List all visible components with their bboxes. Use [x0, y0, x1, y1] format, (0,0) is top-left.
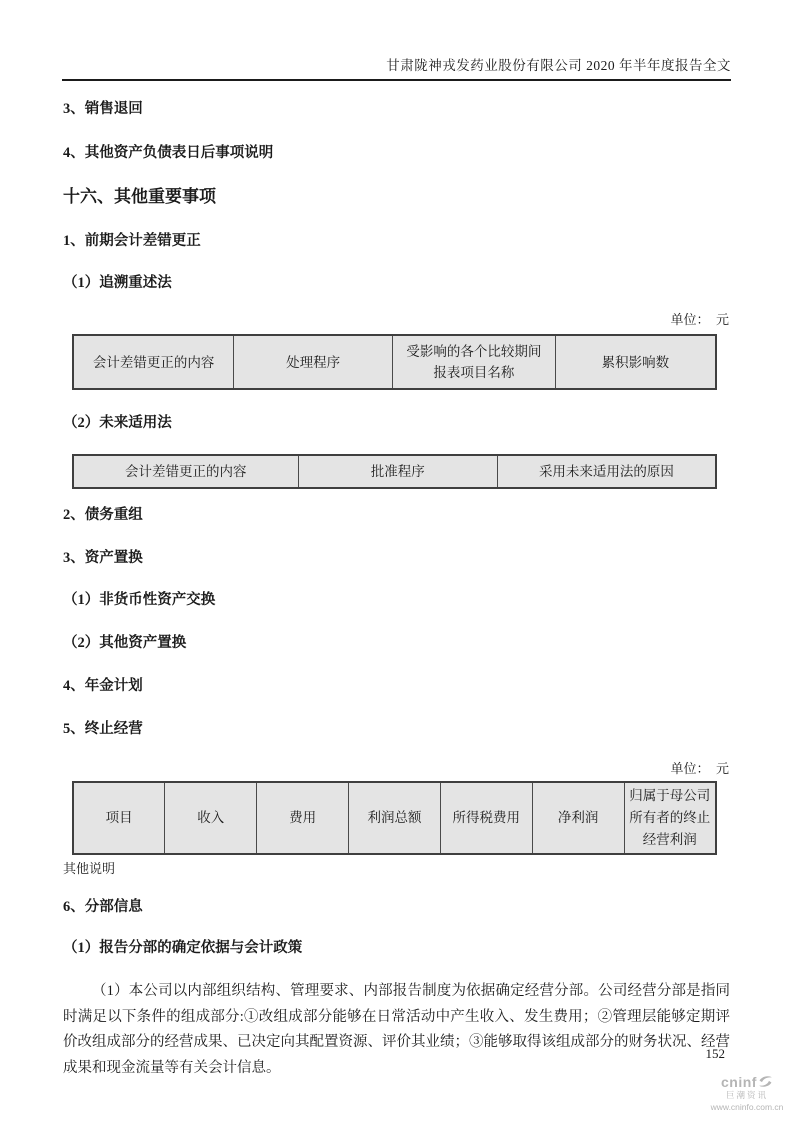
prospective-correction-table [72, 454, 717, 489]
column-header-total-profit: 利润总额 [349, 782, 441, 854]
column-header-processing-procedure: 处理程序 [234, 335, 393, 389]
heading-annuity-plan: 4、年金计划 [63, 678, 143, 694]
column-header-income: 收入 [165, 782, 257, 854]
segment-basis-paragraph: （1）本公司以内部组织结构、管理要求、内部报告制度为依据确定经营分部。公司经营分部是指同时满足以下条件的组成部分:①改组成部分能够在日常活动中产生收入、发生费用；②管理层能够定期评价改组成部分的经营成果、已决定向其配置资源、评价其业绩；③能够取得该组成部分的财务状况、经营成果和现金流量等有关会计信息。 [63, 983, 730, 1076]
cninfo-url: www.cninfo.com.cn [710, 1101, 784, 1112]
other-note-label: 其他说明 [63, 861, 116, 876]
column-header-affected-items: 受影响的各个比较期间报表项目名称 [393, 335, 556, 389]
discontinued-operations-table [72, 781, 717, 855]
column-header-income-tax: 所得税费用 [440, 782, 532, 854]
heading-prior-period-error-correction: 1、前期会计差错更正 [63, 233, 201, 249]
table-header-row [73, 455, 716, 488]
heading-chapter-16: 十六、其他重要事项 [63, 187, 216, 206]
heading-retrospective-method: （1）追溯重述法 [63, 275, 172, 291]
column-header-prospective-reason: 采用未来适用法的原因 [497, 455, 716, 488]
heading-segment-information: 6、分部信息 [63, 899, 143, 915]
heading-sales-return: 3、销售退回 [63, 101, 143, 117]
heading-other-asset-swap: （2）其他资产置换 [63, 635, 187, 651]
cninfo-chinese-name: 巨潮资讯 [725, 1090, 768, 1100]
cninfo-logo [705, 1074, 789, 1111]
heading-debt-restructuring: 2、债务重组 [63, 507, 143, 523]
cninfo-brand-row [705, 1074, 789, 1089]
retrospective-correction-table [72, 334, 717, 390]
page-content [63, 100, 730, 1081]
column-header-correction-content: 会计差错更正的内容 [73, 455, 298, 488]
unit-label: 单位： 元 [670, 312, 729, 327]
column-header-parent-discontinued-profit: 归属于母公司所有者的终止经营利润 [624, 782, 716, 854]
heading-asset-swap: 3、资产置换 [63, 550, 143, 566]
heading-nonmonetary-asset-exchange: （1）非货币性资产交换 [63, 592, 216, 608]
table-header-row [73, 335, 716, 389]
cninfo-brand-text: cninf [721, 1073, 757, 1090]
heading-discontinued-operations: 5、终止经营 [63, 721, 143, 737]
page-number: 152 [705, 1046, 725, 1061]
table-header-row [73, 782, 716, 854]
column-header-correction-content: 会计差错更正的内容 [73, 335, 234, 389]
heading-prospective-method: （2）未来适用法 [63, 415, 172, 431]
report-title: 甘肃陇神戎发药业股份有限公司 2020 年半年度报告全文 [386, 58, 731, 73]
page-header [62, 0, 731, 81]
column-header-approval-procedure: 批准程序 [298, 455, 497, 488]
column-header-item: 项目 [73, 782, 165, 854]
column-header-expense: 费用 [257, 782, 349, 854]
heading-segment-basis: （1）报告分部的确定依据与会计政策 [63, 940, 303, 956]
cninfo-swoosh-icon [758, 1074, 773, 1089]
column-header-net-profit: 净利润 [532, 782, 624, 854]
heading-other-balance-sheet-events: 4、其他资产负债表日后事项说明 [63, 145, 274, 161]
unit-label: 单位： 元 [670, 761, 729, 776]
column-header-cumulative-impact: 累积影响数 [555, 335, 716, 389]
